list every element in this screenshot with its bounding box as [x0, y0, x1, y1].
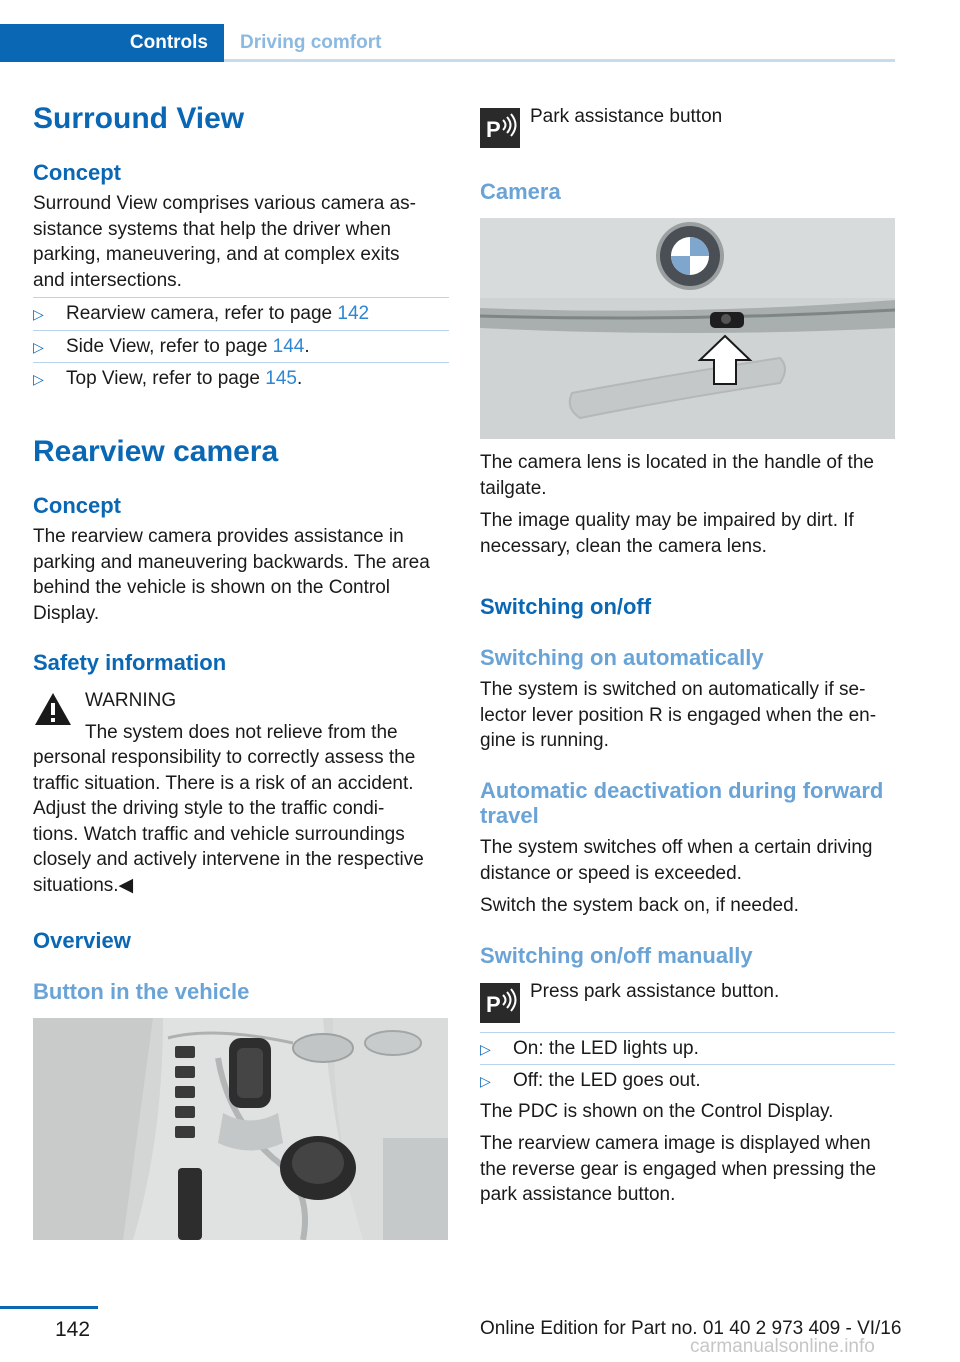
list-item-text: Rearview camera, refer to page: [66, 303, 338, 324]
switching-on-automatically-heading: Switching on automatically: [480, 645, 764, 670]
bullet-triangle-icon: ▷: [33, 306, 44, 322]
tailgate-camera-illustration: [480, 218, 895, 439]
svg-text:P: P: [486, 992, 501, 1017]
text-line: Display.: [33, 602, 100, 624]
concept-paragraph-2: [33, 524, 430, 626]
bullet-triangle-icon: ▷: [480, 1073, 491, 1089]
safety-information-heading: Safety information: [33, 650, 227, 675]
svg-text:P: P: [486, 117, 501, 142]
text-line: the reverse gear is engaged when pressing the: [480, 1158, 877, 1180]
text-line: distance or speed is exceeded.: [480, 862, 742, 884]
park-assist-button-icon[interactable]: [480, 108, 520, 148]
text-line: behind the vehicle is shown on the Control: [33, 577, 391, 598]
warning-first-line: The system does not relieve from the: [85, 722, 398, 743]
concept-paragraph-1: [33, 191, 416, 293]
list-divider: [33, 330, 449, 331]
center-console-illustration: [33, 1018, 448, 1240]
final-paragraph: [480, 1131, 876, 1208]
page-link[interactable]: 142: [337, 303, 370, 324]
park-assist-button-icon[interactable]: [480, 983, 520, 1023]
auto-on-text: [480, 677, 876, 754]
text-line: The system is switched on automatically if se‐: [480, 679, 866, 700]
text-line: The rearview camera image is displayed when: [480, 1133, 871, 1154]
automatic-deactivation-heading: [480, 778, 883, 828]
footer-rule: [0, 1306, 98, 1309]
surround-view-title: Surround View: [33, 102, 245, 135]
text-line: Surround View comprises various camera as‐: [33, 193, 416, 214]
warning-text: [33, 745, 424, 898]
text-line: lector lever position R is engaged when the en‐: [480, 704, 877, 726]
header-rule: [224, 59, 895, 62]
text-line: closely and actively intervene in the respective: [33, 849, 424, 870]
warning-label: WARNING: [85, 690, 177, 711]
text-line: tions. Watch traffic and vehicle surroundings: [33, 823, 405, 845]
auto-off-text: [480, 835, 873, 886]
text-line: and intersections.: [33, 269, 182, 291]
text-line: parking, maneuvering, and at complex exits: [33, 244, 400, 265]
camera-heading: Camera: [480, 179, 561, 204]
list-divider: [480, 1032, 895, 1033]
text-line: gine is running.: [480, 730, 609, 751]
pdc-text: The PDC is shown on the Control Display.: [480, 1101, 834, 1122]
text-line: situations.◀: [33, 874, 134, 896]
switching-on-off-heading: Switching on/off: [480, 594, 652, 619]
page-link[interactable]: 144: [272, 336, 305, 357]
list-item-text: Top View, refer to page: [66, 368, 266, 389]
switching-on-off-manually-heading: Switching on/off manually: [480, 943, 753, 968]
section-tab-controls[interactable]: Controls: [0, 24, 224, 62]
list-divider: [480, 1064, 895, 1065]
list-item-text: On: the LED lights up.: [513, 1038, 699, 1059]
bullet-triangle-icon: ▷: [480, 1041, 491, 1057]
text-line: personal responsibility to correctly assess the: [33, 747, 416, 768]
page-link[interactable]: 145: [265, 368, 297, 389]
list-item-text: Side View, refer to page: [66, 336, 273, 357]
warning-triangle-icon: [33, 690, 73, 728]
text-line: The camera lens is located in the handle of the: [480, 452, 874, 473]
page-header: [0, 24, 895, 62]
text-line: park assistance button.: [480, 1184, 676, 1205]
text-line: parking and maneuvering backwards. The area: [33, 551, 430, 573]
camera-location-text: [480, 450, 874, 501]
heading-line: Automatic deactivation during forward: [480, 778, 884, 803]
text-line: necessary, clean the camera lens.: [480, 535, 767, 557]
list-divider: [33, 362, 449, 363]
list-divider: [33, 297, 449, 298]
watermark: carmanualsonline.info: [690, 1336, 875, 1357]
text-line: The system switches off when a certain driving: [480, 837, 873, 858]
dirt-warning-text: [480, 508, 854, 559]
rearview-camera-title: Rearview camera: [33, 435, 279, 468]
concept-heading-2: Concept: [33, 493, 121, 518]
list-item-end: .: [296, 368, 303, 389]
list-item-end: .: [304, 336, 310, 357]
bullet-triangle-icon: ▷: [33, 371, 44, 387]
heading-line: travel: [480, 803, 539, 828]
park-assist-caption: Park assistance button: [530, 106, 723, 127]
section-tab-driving-comfort[interactable]: Driving comfort: [240, 32, 382, 53]
overview-heading: Overview: [33, 928, 131, 953]
page-number: 142: [55, 1318, 91, 1341]
text-line: traffic situation. There is a risk of an accident.: [33, 772, 414, 794]
list-item-text: Off: the LED goes out.: [513, 1070, 701, 1091]
text-line: Adjust the driving style to the traffic condi‐: [33, 798, 385, 819]
text-line: tailgate.: [480, 477, 547, 499]
switch-back-text: Switch the system back on, if needed.: [480, 895, 799, 916]
concept-heading-1: Concept: [33, 160, 121, 185]
text-line: The rearview camera provides assistance in: [33, 526, 404, 547]
bullet-triangle-icon: ▷: [33, 339, 44, 355]
button-in-vehicle-heading: Button in the vehicle: [33, 979, 250, 1004]
press-button-text: Press park assistance button.: [530, 981, 780, 1002]
text-line: sistance systems that help the driver when: [33, 218, 392, 240]
text-line: The image quality may be impaired by dirt. If: [480, 510, 854, 531]
edition-text: Online Edition for Part no. 01 40 2 973 409 - VI/16: [480, 1318, 902, 1339]
